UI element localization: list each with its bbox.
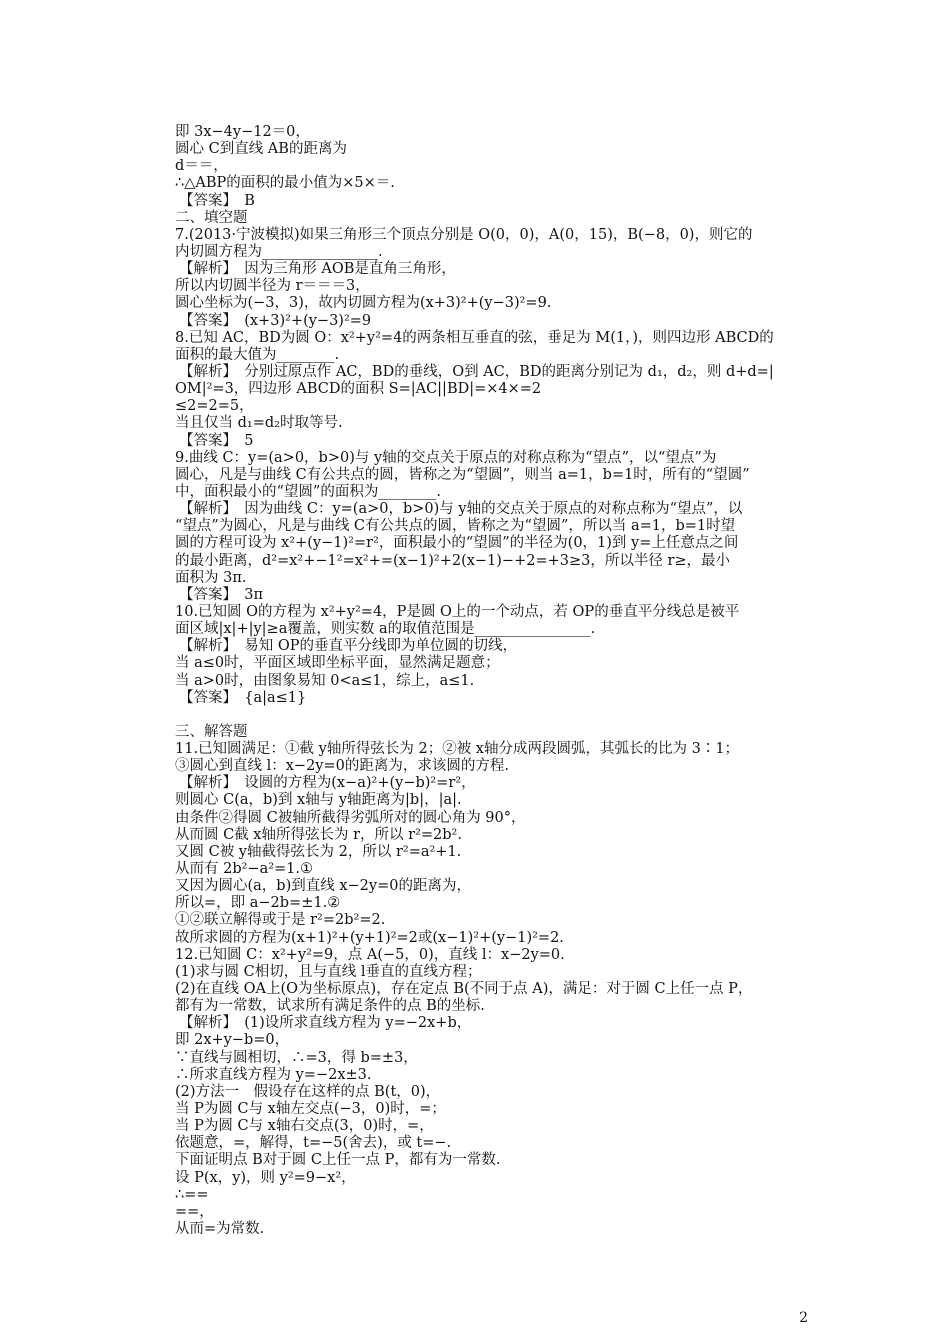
text-line: (2)在直线 OA上(O为坐标原点)，存在定点 B(不同于点 A)，满足：对于圆 C上任一点 P， — [175, 981, 753, 998]
text-line: 【解析】 因为三角形 AOB是直角三角形， — [179, 261, 456, 278]
text-line: 当 a>0时，由图象易知 0<a≤1，综上，a≤1. — [175, 672, 475, 689]
text-line: 当且仅当 d₁=d₂时取等号. — [175, 415, 343, 432]
text-line: “望点”为圆心，凡是与曲线 C有公共点的圆，皆称之为“望圆”，所以当 a=1，b=1时望 — [175, 518, 736, 535]
text-line: 圆心，凡是与曲线 C有公共点的圆，皆称之为“望圆”，则当 a=1，b=1时，所有的“望圆” — [175, 466, 750, 483]
text-line: 11.已知圆满足：①截 y轴所得弦长为 2；②被 x轴分成两段圆弧，其弧长的比为 3∶1； — [175, 741, 740, 758]
text-line: ③圆心到直线 l：x−2y=0的距离为，求该圆的方程. — [175, 758, 509, 775]
text-line: 下面证明点 B对于圆 C上任一点 P，都有为一常数. — [175, 1152, 501, 1169]
text-line: 9.曲线 C：y=(a>0，b>0)与 y轴的交点关于原点的对称点称为“望点”，以“望点”为 — [175, 449, 717, 466]
text-line: ∴△ABP的面积的最小值为×5×＝. — [175, 175, 395, 192]
text-line: (1)求与圆 C相切，且与直线 l垂直的直线方程； — [175, 963, 482, 980]
text-line: ∴所求直线方程为 y=−2x±3. — [175, 1066, 372, 1083]
text-line: 7.(2013·宁波模拟)如果三角形三个顶点分别是 O(0，0)，A(0，15)，B(−8，0)，则它的 — [175, 226, 753, 243]
text-line: 所以内切圆半径为 r＝＝＝3， — [175, 278, 370, 295]
text-line: 【解析】 分别过原点作 AC，BD的垂线，O到 AC，BD的距离分别记为 d₁，d₂，则 d+d=| — [179, 363, 774, 380]
text-line: 从而有 2b²−a²=1.① — [175, 861, 314, 878]
text-line: 【解析】 (1)设所求直线方程为 y=−2x+b， — [179, 1015, 472, 1032]
text-line: 则圆心 C(a，b)到 x轴与 y轴距离为|b|，|a|. — [175, 792, 462, 809]
text-line: 【解析】 设圆的方程为(x−a)²+(y−b)²=r²， — [179, 775, 476, 792]
text-line: 当 P为圆 C与 x轴左交点(−3，0)时，=； — [175, 1101, 446, 1118]
text-line: ∵直线与圆相切，∴=3，得 b=±3， — [175, 1049, 418, 1066]
text-line: 的最小距离，d²=x²+−1²=x²+=(x−1)²+2(x−1)−+2=+3≥3，所以半径 r≥，最小 — [175, 552, 731, 569]
text-line: 圆心坐标为(−3，3)，故内切圆方程为(x+3)²+(y−3)²=9. — [175, 295, 552, 312]
text-line: 依题意，=，解得，t=−5(舍去)，或 t=−. — [175, 1135, 452, 1152]
text-line: 又圆 C被 y轴截得弦长为 2，所以 r²=a²+1. — [175, 843, 462, 860]
page-number: 2 — [799, 1310, 808, 1326]
text-line: 即 2x+y−b=0， — [175, 1032, 290, 1049]
text-line: 【答案】 B — [179, 192, 255, 209]
text-line: 二、填空题 — [175, 209, 248, 226]
text-line: OM|²=3，四边形 ABCD的面积 S=|AC||BD|=×4×=2 — [175, 381, 542, 398]
text-line: 内切圆方程为________________. — [175, 243, 383, 260]
text-line: 面区域|x|+|y|≥a覆盖，则实数 a的取值范围是________________. — [175, 621, 596, 638]
text-line: 从而圆 C截 x轴所得弦长为 r，所以 r²=2b². — [175, 826, 462, 843]
text-line: 从而=为常数. — [175, 1221, 265, 1237]
text-line: 【答案】 {a|a≤1} — [179, 689, 307, 706]
text-line: 三、解答题 — [175, 723, 248, 740]
text-line: 由条件②得圆 C被轴所截得劣弧所对的圆心角为 90°， — [175, 809, 526, 826]
text-line — [175, 707, 815, 724]
text-line: 10.已知圆 O的方程为 x²+y²=4，P是圆 O上的一个动点，若 OP的垂直平分线总是被平 — [175, 603, 740, 620]
text-line: 故所求圆的方程为(x+1)²+(y+1)²=2或(x−1)²+(y−1)²=2. — [175, 929, 564, 946]
text-line: ≤2=2=5， — [175, 398, 254, 415]
text-line: 【答案】 5 — [179, 432, 254, 449]
text-line: ==， — [175, 1203, 214, 1220]
text-line: (2)方法一 假设存在这样的点 B(t，0)， — [175, 1083, 441, 1100]
text-line: 【答案】 (x+3)²+(y−3)²=9 — [179, 312, 372, 329]
text-line: 面积为 3π. — [175, 569, 247, 586]
page-body — [175, 124, 815, 1238]
text-line: 中，面积最小的“望圆”的面积为________. — [175, 483, 441, 500]
text-line: 当 a≤0时，平面区域即坐标平面，显然满足题意； — [175, 655, 500, 672]
text-line: 【答案】 3π — [179, 586, 264, 603]
text-line: 8.已知 AC，BD为圆 O：x²+y²=4的两条相互垂直的弦，垂足为 M(1，)，则四边形 ABCD的 — [175, 329, 774, 346]
text-line: 设 P(x，y)，则 y²=9−x²， — [175, 1169, 356, 1186]
text-line: 所以=，即 a−2b=±1.② — [175, 895, 341, 912]
text-line: 都有为一常数，试求所有满足条件的点 B的坐标. — [175, 998, 485, 1015]
text-line: 圆心 C到直线 AB的距离为 — [175, 141, 347, 158]
text-line: 面积的最大值为________. — [175, 346, 340, 363]
text-line: 【解析】 因为曲线 C：y=(a>0，b>0)与 y轴的交点关于原点的对称点称为“望点”，以 — [179, 501, 743, 518]
text-line: ①②联立解得或于是 r²=2b²=2. — [175, 912, 386, 929]
text-line: d＝＝， — [175, 158, 228, 175]
text-line: 又因为圆心(a，b)到直线 x−2y=0的距离为， — [175, 878, 471, 895]
text-line: 当 P为圆 C与 x轴右交点(3，0)时，=， — [175, 1118, 434, 1135]
text-line: 【解析】 易知 OP的垂直平分线即为单位圆的切线， — [179, 638, 518, 655]
text-line: ∴== — [175, 1186, 209, 1203]
text-line: 圆的方程可设为 x²+(y−1)²=r²，面积最小的“望圆”的半径为(0，1)到 y=上任意点之间 — [175, 535, 739, 552]
text-line: 即 3x−4y−12＝0， — [175, 124, 310, 140]
text-line: 12.已知圆 C：x²+y²=9，点 A(−5，0)，直线 l：x−2y=0. — [175, 946, 565, 963]
